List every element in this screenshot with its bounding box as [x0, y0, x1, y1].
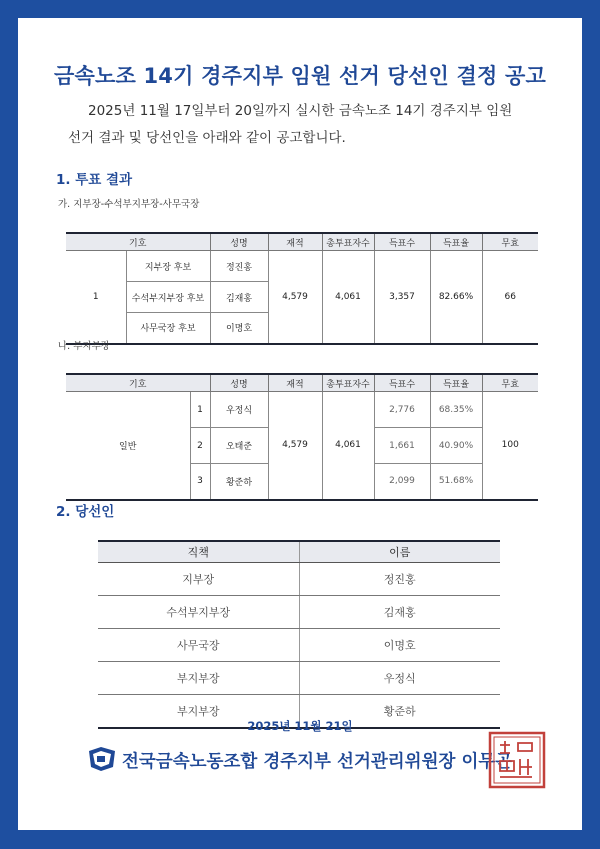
rate-cell: 40.90% [430, 428, 482, 464]
candidate-name: 황준하 [210, 464, 268, 500]
vote-result-table-a [66, 232, 538, 345]
header-total-voters: 총투표자수 [322, 233, 374, 251]
rate-cell: 51.68% [430, 464, 482, 500]
header-rate: 득표율 [430, 374, 482, 392]
elected-name: 황준하 [299, 695, 500, 729]
candidate-role: 지부장 후보 [126, 251, 210, 282]
signature-line: 전국금속노동조합 경주지부 선거관리위원장 이무곤 [122, 752, 513, 772]
registered-cell: 4,579 [268, 392, 322, 500]
header-registered: 재적 [268, 374, 322, 392]
header-elected-name: 이름 [299, 541, 500, 563]
candidate-number: 2 [190, 428, 210, 464]
elected-name: 정진홍 [299, 563, 500, 596]
intro-paragraph [68, 98, 548, 152]
elected-name: 김재홍 [299, 596, 500, 629]
vote-result-table-b [66, 373, 538, 501]
intro-line-2: 선거 결과 및 당선인을 아래와 같이 공고합니다. [68, 130, 346, 146]
header-invalid: 무효 [482, 233, 538, 251]
rate-cell: 82.66% [430, 251, 482, 344]
header-votes: 득표수 [374, 233, 430, 251]
candidate-number: 1 [190, 392, 210, 428]
elected-position: 지부장 [98, 563, 299, 596]
votes-cell: 2,099 [374, 464, 430, 500]
header-invalid: 무효 [482, 374, 538, 392]
candidate-name: 김재홍 [210, 282, 268, 313]
official-seal-icon [488, 731, 546, 789]
symbol-cell: 1 [66, 251, 126, 344]
elected-table [98, 540, 500, 729]
category-cell: 일반 [66, 392, 190, 500]
elected-row [98, 596, 500, 629]
notice-title: 금속노조 14기 경주지부 임원 선거 당선인 결정 공고 [54, 64, 546, 88]
invalid-cell: 66 [482, 251, 538, 344]
candidate-name: 오태준 [210, 428, 268, 464]
candidate-role: 사무국장 후보 [126, 313, 210, 344]
candidate-name: 우정식 [210, 392, 268, 428]
votes-cell: 2,776 [374, 392, 430, 428]
registered-cell: 4,579 [268, 251, 322, 344]
section-1-heading: 1. 투표 결과 [56, 172, 133, 188]
header-position: 직책 [98, 541, 299, 563]
votes-cell: 3,357 [374, 251, 430, 344]
rate-cell: 68.35% [430, 392, 482, 428]
elected-row [98, 662, 500, 695]
header-symbol: 기호 [66, 233, 210, 251]
part-b-label: 나. 부지부장 [58, 341, 110, 352]
elected-row [98, 629, 500, 662]
total-voters-cell: 4,061 [322, 392, 374, 500]
intro-line-1: 2025년 11월 17일부터 20일까지 실시한 금속노조 14기 경주지부 임원 [88, 103, 513, 119]
candidate-name: 이명호 [210, 313, 268, 344]
header-votes: 득표수 [374, 374, 430, 392]
elected-row [98, 563, 500, 596]
elected-position: 부지부장 [98, 662, 299, 695]
elected-position: 부지부장 [98, 695, 299, 729]
elected-position: 수석부지부장 [98, 596, 299, 629]
elected-name: 이명호 [299, 629, 500, 662]
notice-date: 2025년 11월 21일 [247, 719, 353, 733]
header-name: 성명 [210, 374, 268, 392]
candidate-number: 3 [190, 464, 210, 500]
elected-position: 사무국장 [98, 629, 299, 662]
total-voters-cell: 4,061 [322, 251, 374, 344]
part-a-label: 가. 지부장-수석부지부장-사무국장 [58, 199, 200, 210]
header-symbol: 기호 [66, 374, 210, 392]
header-name: 성명 [210, 233, 268, 251]
candidate-role: 수석부지부장 후보 [126, 282, 210, 313]
header-registered: 재적 [268, 233, 322, 251]
header-rate: 득표율 [430, 233, 482, 251]
candidate-name: 정진홍 [210, 251, 268, 282]
elected-name: 우정식 [299, 662, 500, 695]
votes-cell: 1,661 [374, 428, 430, 464]
union-logo-icon [87, 745, 117, 773]
section-2-heading: 2. 당선인 [56, 504, 115, 520]
invalid-cell: 100 [482, 392, 538, 500]
header-total-voters: 총투표자수 [322, 374, 374, 392]
notice-paper [18, 18, 582, 830]
